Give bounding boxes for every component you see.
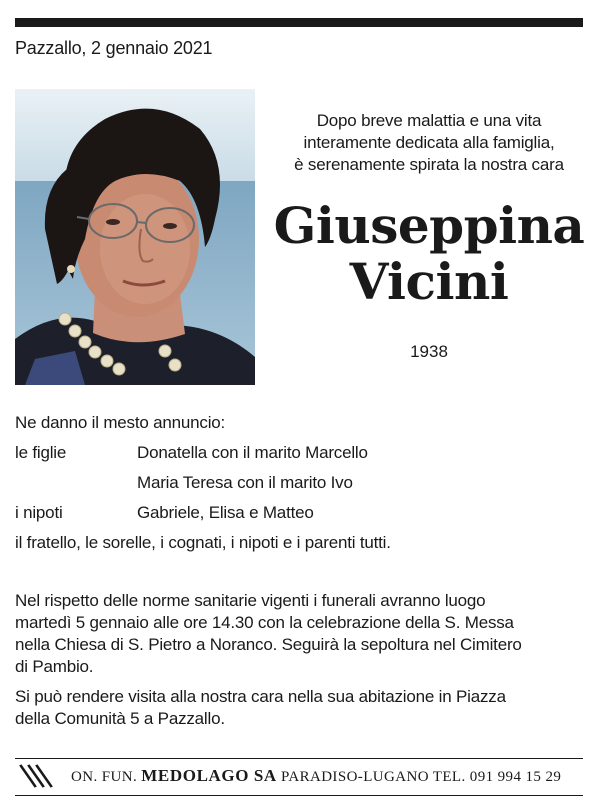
funeral-line: Nel rispetto delle norme sanitarie vigenti i funerali avranno luogo bbox=[15, 591, 486, 610]
last-name: Vicini bbox=[349, 252, 509, 311]
funeral-home-brand: MEDOLAGO SA bbox=[141, 766, 277, 785]
first-name: Giuseppina bbox=[273, 196, 585, 255]
mourner-row bbox=[15, 468, 585, 498]
mourner-value: Maria Teresa con il marito Ivo bbox=[137, 473, 353, 492]
funeral-home-footer bbox=[15, 764, 583, 790]
mourners-section bbox=[15, 408, 585, 558]
place-date: Pazzallo, 2 gennaio 2021 bbox=[15, 38, 213, 58]
mourner-label: i nipoti bbox=[15, 503, 63, 522]
mourners-heading-text: Ne danno il mesto annuncio: bbox=[15, 413, 226, 432]
funeral-line: di Pambio. bbox=[15, 657, 94, 676]
birth-year: 1938 bbox=[410, 342, 448, 361]
mourner-value: Gabriele, Elisa e Matteo bbox=[137, 503, 314, 522]
funeral-home-line bbox=[71, 766, 561, 786]
top-rule bbox=[15, 18, 583, 27]
deceased-name bbox=[265, 198, 593, 310]
visit-line: della Comunità 5 a Pazzallo. bbox=[15, 709, 225, 728]
portrait-photo bbox=[15, 89, 255, 385]
intro-line: interamente dedicata alla famiglia, bbox=[303, 133, 555, 152]
intro-text bbox=[270, 110, 588, 176]
intro-line: è serenamente spirata la nostra cara bbox=[294, 155, 564, 174]
visit-line: Si può rendere visita alla nostra cara nella sua abitazione in Piazza bbox=[15, 687, 506, 706]
footer-rule-bottom bbox=[15, 795, 583, 796]
paragraph-gap bbox=[15, 678, 585, 686]
funeral-info bbox=[15, 590, 585, 730]
mourner-row bbox=[15, 438, 585, 468]
mourner-value: Donatella con il marito Marcello bbox=[137, 443, 368, 462]
mourners-heading bbox=[15, 408, 585, 438]
mourner-label: le figlie bbox=[15, 443, 67, 462]
mourner-row bbox=[15, 498, 585, 528]
funeral-line: martedì 5 gennaio alle ore 14.30 con la celebrazione della S. Messa bbox=[15, 613, 514, 632]
funeral-home-logo-icon bbox=[19, 764, 61, 788]
funeral-line: nella Chiesa di S. Pietro a Noranco. Seguirà la sepoltura nel Cimitero bbox=[15, 635, 522, 654]
mourners-closing-text: il fratello, le sorelle, i cognati, i nipoti e i parenti tutti. bbox=[15, 533, 391, 552]
footer-rule-top bbox=[15, 758, 583, 759]
intro-line: Dopo breve malattia e una vita bbox=[316, 111, 542, 130]
funeral-home-prefix: ON. FUN. bbox=[71, 769, 138, 785]
mourners-closing bbox=[15, 528, 585, 558]
portrait-illustration bbox=[15, 89, 255, 385]
funeral-home-contact: PARADISO-LUGANO TEL. 091 994 15 29 bbox=[280, 769, 562, 785]
